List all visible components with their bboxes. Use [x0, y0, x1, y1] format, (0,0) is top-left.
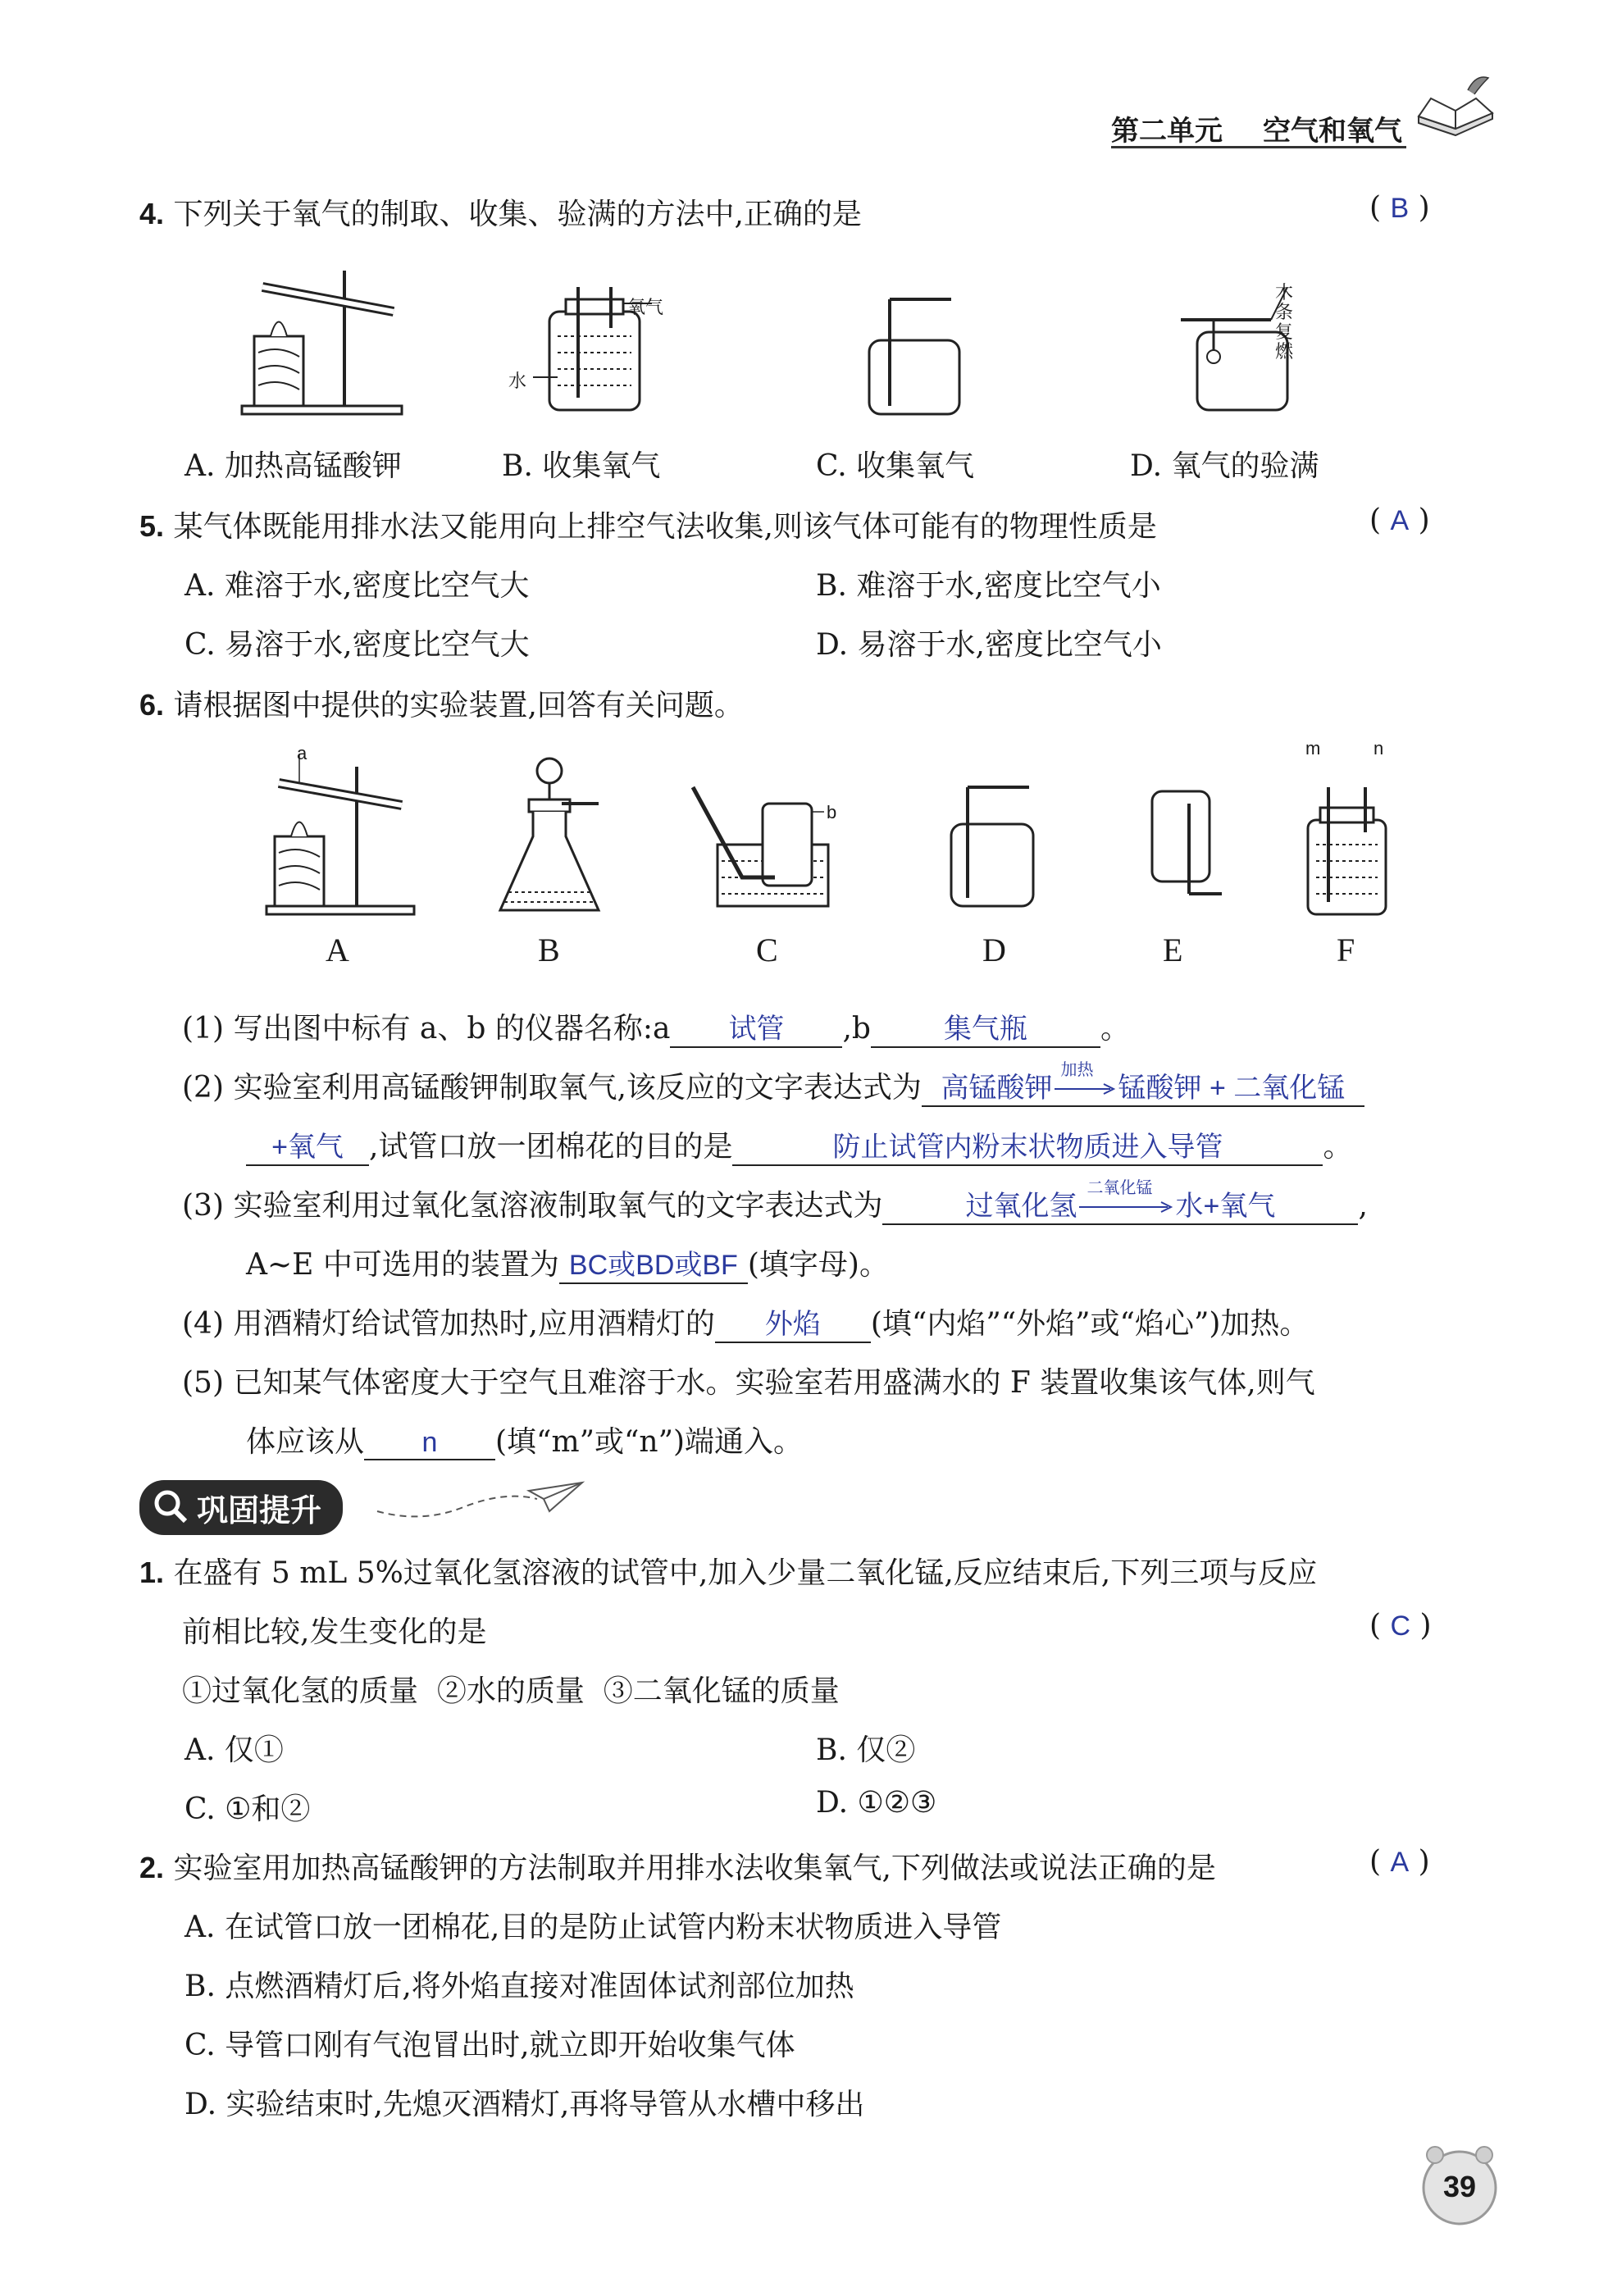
q6-sub1-answer-b: 集气瓶 — [943, 1014, 1027, 1045]
q4-number: 4. — [139, 197, 165, 230]
q6-apparatus-b — [492, 754, 607, 918]
q5-number: 5. — [139, 509, 165, 543]
q6-number: 6. — [139, 688, 165, 722]
q6-sub3-devices: BC或BD或BF — [568, 1250, 738, 1281]
q6-stem — [139, 682, 744, 724]
q6-sub5-line1: (5) 已知某气体密度大于空气且难溶于水。实验室若用盛满水的 F 装置收集该气体,则气 — [182, 1366, 1315, 1400]
q6-sub4-end: (填“内焰”“外焰”或“焰心”)加热。 — [870, 1307, 1310, 1341]
q4-figure-a-heating — [230, 254, 410, 418]
q5-answer: A — [1390, 505, 1410, 536]
q6-sub3-line2 — [246, 1241, 889, 1284]
q4-figure-b-collect — [525, 287, 689, 418]
q6-sub3-line2-end: (填字母)。 — [747, 1248, 889, 1282]
q6-sub4-answer: 外焰 — [764, 1309, 821, 1340]
q4-option-d: D. 氧气的验满 — [1130, 449, 1319, 483]
p1-answer: C — [1390, 1610, 1411, 1642]
q6-label-e: E — [1163, 932, 1183, 968]
q6-apparatus-c — [685, 779, 832, 910]
p1-items: ①过氧化氢的质量 ②水的质量 ③二氧化锰的质量 — [182, 1674, 840, 1708]
q6-sub2-condition: 加热 — [1060, 1061, 1094, 1079]
q6-sub3-line1 — [182, 1179, 1368, 1225]
q6-sub2-end: 。 — [1323, 1130, 1353, 1164]
p1-option-c: C. ①和② — [184, 1793, 311, 1826]
q6-sub1-mid: ,b — [842, 1012, 871, 1046]
q6-sub3-label: (3) 实验室利用过氧化氢溶液制取氧气的文字表达式为 — [182, 1189, 883, 1223]
q6-label-c: C — [756, 932, 778, 968]
q6-apparatus-a — [262, 754, 418, 918]
p2-option-c: C. 导管口刚有气泡冒出时,就立即开始收集气体 — [184, 2029, 795, 2062]
q6-sub3-arrow — [1077, 1179, 1176, 1215]
header-unit: 第二单元 — [1111, 116, 1223, 147]
q6-sub2-purpose: 防止试管内粉末状物质进入导管 — [832, 1132, 1223, 1163]
q6-text: 请根据图中提供的实验装置,回答有关问题。 — [173, 689, 744, 722]
q6-sub3-comma: , — [1358, 1189, 1368, 1223]
q6-apparatus-e — [1144, 779, 1226, 918]
q4-answer: B — [1390, 193, 1410, 224]
q4-oxygen-label: 氧气 — [627, 297, 664, 317]
p1-option-b: B. 仅② — [816, 1733, 916, 1767]
q6-label-b: B — [538, 932, 560, 968]
p1-answer-bracket: ( C ) — [1369, 1609, 1432, 1642]
q6-sub5-line2-label: 体应该从 — [246, 1425, 365, 1459]
q6-sub1-end: 。 — [1100, 1012, 1130, 1046]
q6-sub1-label: (1) 写出图中标有 a、b 的仪器名称:a — [182, 1012, 671, 1046]
p2-number: 2. — [139, 1851, 165, 1884]
page-number: 39 — [1443, 2170, 1477, 2203]
magnifier-icon — [151, 1487, 189, 1524]
q6-sub2-eq-right: 锰酸钾 + 二氧化锰 — [1118, 1073, 1346, 1104]
q6-sub2-eq-left: 高锰酸钾 — [941, 1073, 1053, 1104]
q5-option-d: D. 易溶于水,密度比空气小 — [816, 628, 1162, 662]
q6-mark-b: b — [827, 802, 837, 822]
section-title: 巩固提升 — [139, 1480, 343, 1535]
q6-sub3-eq-right: 水+氧气 — [1175, 1191, 1276, 1222]
p1-option-d: D. ①②③ — [816, 1786, 937, 1820]
q6-sub2-line1 — [182, 1061, 1364, 1107]
header-rule — [1111, 146, 1406, 148]
q6-sub3-line2-label: A~E 中可选用的装置为 — [246, 1248, 559, 1282]
q6-mark-n: n — [1374, 738, 1384, 758]
p2-answer-bracket: ( A ) — [1369, 1845, 1430, 1879]
q6-sub5-answer: n — [421, 1427, 438, 1458]
section-header — [139, 1480, 343, 1535]
q6-sub1 — [182, 1005, 1130, 1048]
q6-sub2-arrow — [1053, 1061, 1118, 1097]
q4-text: 下列关于氧气的制取、收集、验满的方法中,正确的是 — [173, 198, 862, 231]
q6-sub2-purpose-label: ,试管口放一团棉花的目的是 — [369, 1130, 733, 1164]
q4-answer-bracket: ( B ) — [1369, 191, 1430, 225]
q5-option-b: B. 难溶于水,密度比空气小 — [816, 569, 1161, 603]
q6-sub2-label: (2) 实验室利用高锰酸钾制取氧气,该反应的文字表达式为 — [182, 1071, 922, 1105]
q6-sub2-eq-cont: +氧气 — [271, 1132, 344, 1163]
p1-text-line1: 在盛有 5 mL 5%过氧化氢溶液的试管中,加入少量二氧化锰,反应结束后,下列三项与反应 — [173, 1556, 1318, 1590]
p1-number: 1. — [139, 1556, 165, 1589]
q6-label-d: D — [982, 932, 1006, 968]
p1-option-a: A. 仅① — [184, 1733, 284, 1767]
q6-sub4 — [182, 1301, 1309, 1343]
p2-option-d: D. 实验结束时,先熄灭酒精灯,再将导管从水槽中移出 — [184, 2088, 865, 2121]
p2-option-a: A. 在试管口放一团棉花,目的是防止试管内粉末状物质进入导管 — [184, 1911, 1002, 1944]
q6-mark-a: a — [297, 743, 308, 763]
q5-stem — [139, 503, 1157, 545]
book-icon — [1410, 66, 1501, 148]
q4-water-label: 水 — [508, 371, 527, 391]
paper-plane-decoration — [373, 1474, 586, 1532]
q6-label-a: A — [326, 932, 349, 968]
q6-mark-m: m — [1305, 738, 1321, 758]
p2-text: 实验室用加热高锰酸钾的方法制取并用排水法收集氧气,下列做法或说法正确的是 — [173, 1852, 1216, 1885]
q4-splint-label: 木条复燃 — [1275, 282, 1294, 362]
q4-option-b: B. 收集氧气 — [502, 449, 661, 483]
q6-sub5-end: (填“m”或“n”)端通入。 — [495, 1425, 804, 1459]
q6-label-f: F — [1337, 932, 1355, 968]
q5-answer-bracket: ( A ) — [1369, 503, 1430, 537]
q4-option-c: C. 收集氧气 — [816, 449, 975, 483]
q6-sub5-line2 — [246, 1419, 803, 1460]
p2-option-b: B. 点燃酒精灯后,将外焰直接对准固体试剂部位加热 — [184, 1970, 854, 2003]
header-topic: 空气和氧气 — [1263, 116, 1402, 147]
q6-apparatus-d — [935, 779, 1050, 910]
q6-apparatus-f — [1296, 771, 1394, 918]
q5-option-a: A. 难溶于水,密度比空气大 — [184, 569, 530, 603]
q6-sub1-answer-a: 试管 — [728, 1014, 785, 1045]
p1-stem-line1 — [139, 1550, 1317, 1592]
q4-figure-c-collect — [853, 291, 976, 422]
q4-option-a: A. 加热高锰酸钾 — [184, 449, 402, 483]
q6-sub2-line2 — [246, 1123, 1352, 1166]
p2-answer: A — [1390, 1847, 1410, 1878]
q6-sub3-eq-left: 过氧化氢 — [965, 1191, 1077, 1222]
p1-stem-line2: 前相比较,发生变化的是 — [182, 1615, 487, 1649]
q6-sub3-condition: 二氧化锰 — [1086, 1179, 1153, 1197]
q6-sub4-label: (4) 用酒精灯给试管加热时,应用酒精灯的 — [182, 1307, 715, 1341]
p2-stem — [139, 1845, 1216, 1887]
q5-text: 某气体既能用排水法又能用向上排空气法收集,则该气体可能有的物理性质是 — [173, 510, 1157, 544]
q4-stem — [139, 191, 862, 233]
q5-option-c: C. 易溶于水,密度比空气大 — [184, 628, 530, 662]
